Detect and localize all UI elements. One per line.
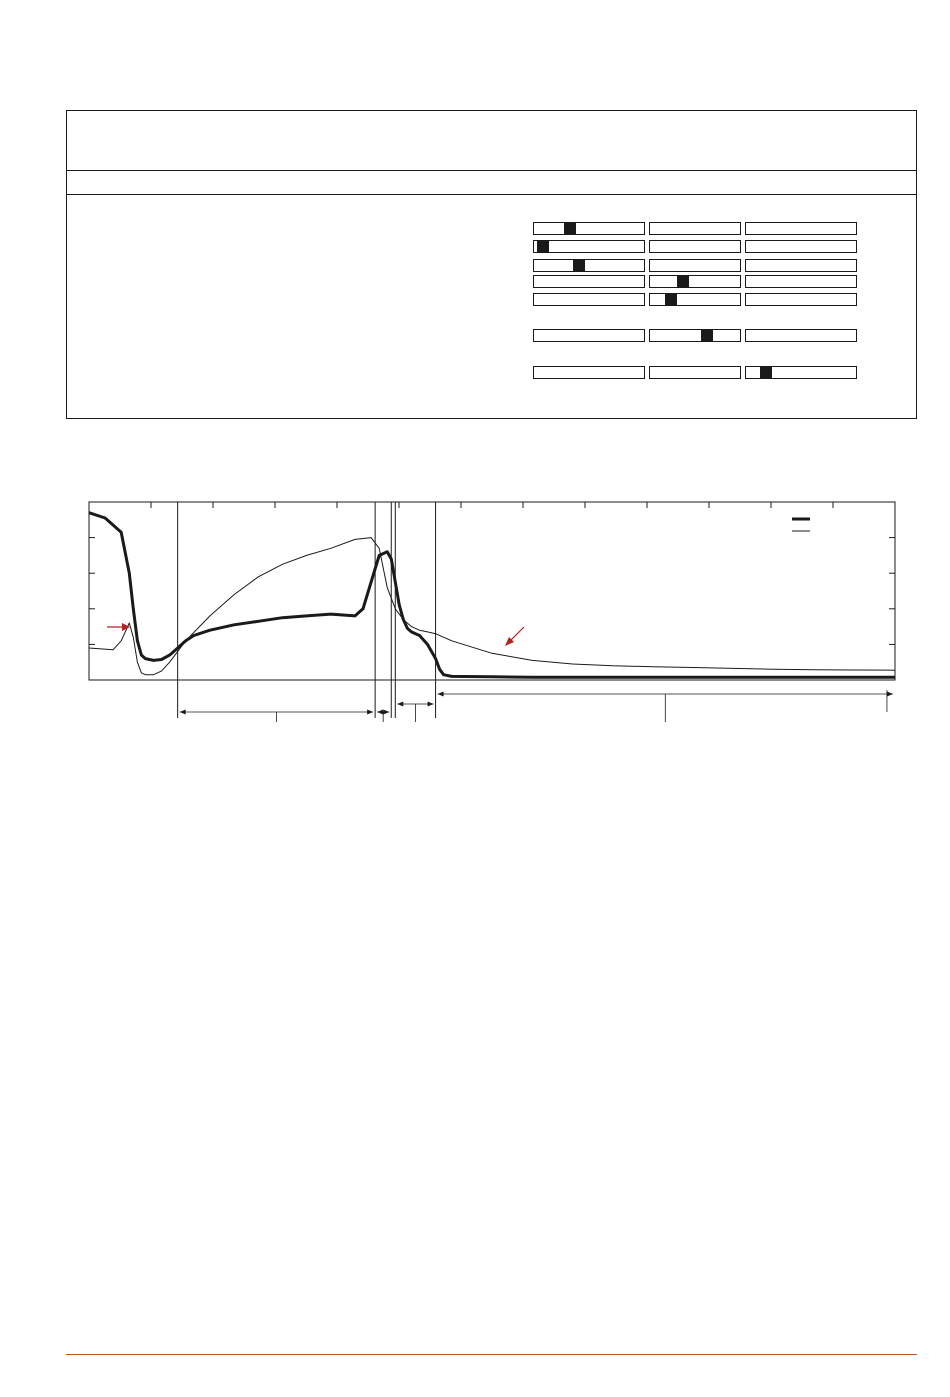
series-thin-line — [89, 538, 895, 675]
table-cell — [649, 222, 741, 235]
bracket-arrowhead-end — [383, 710, 389, 715]
annotation-arrow-right — [510, 627, 524, 641]
table-cell — [745, 259, 857, 272]
table-cell — [649, 275, 741, 288]
table-cell — [745, 240, 857, 253]
table-cell — [533, 275, 645, 288]
bracket-arrowhead-end — [887, 692, 893, 697]
bracket-arrowhead-end — [428, 702, 434, 707]
table-cell-marker — [760, 366, 772, 379]
table-cell — [649, 329, 741, 342]
table-cell — [533, 240, 645, 253]
line-chart — [0, 490, 950, 730]
series-thick-line — [89, 513, 895, 678]
table-cell-marker — [573, 259, 585, 272]
table-grid — [67, 111, 916, 418]
table-cell — [649, 293, 741, 306]
chart-svg — [0, 490, 950, 730]
bracket-arrowhead-start — [377, 710, 383, 715]
bracket-arrowhead-start — [180, 710, 186, 715]
bracket-arrowhead-start — [397, 702, 403, 707]
table-cell-marker — [665, 293, 677, 306]
table-cell — [745, 366, 857, 379]
table-cell-marker — [564, 222, 576, 235]
table-cell — [649, 240, 741, 253]
table-cell — [745, 293, 857, 306]
data-table — [66, 110, 917, 419]
table-cell — [533, 329, 645, 342]
table-cell — [533, 366, 645, 379]
table-cell — [649, 366, 741, 379]
bracket-arrowhead-end — [367, 710, 373, 715]
table-cell — [745, 222, 857, 235]
table-cell — [745, 275, 857, 288]
table-cell-marker — [701, 329, 713, 342]
table-cell-marker — [537, 240, 549, 253]
table-cell — [533, 222, 645, 235]
table-cell — [745, 329, 857, 342]
table-cell — [533, 293, 645, 306]
table-cell — [649, 259, 741, 272]
table-cell-marker — [677, 275, 689, 288]
table-cell — [533, 259, 645, 272]
footer-rule — [66, 1354, 917, 1355]
bracket-arrowhead-start — [438, 692, 444, 697]
